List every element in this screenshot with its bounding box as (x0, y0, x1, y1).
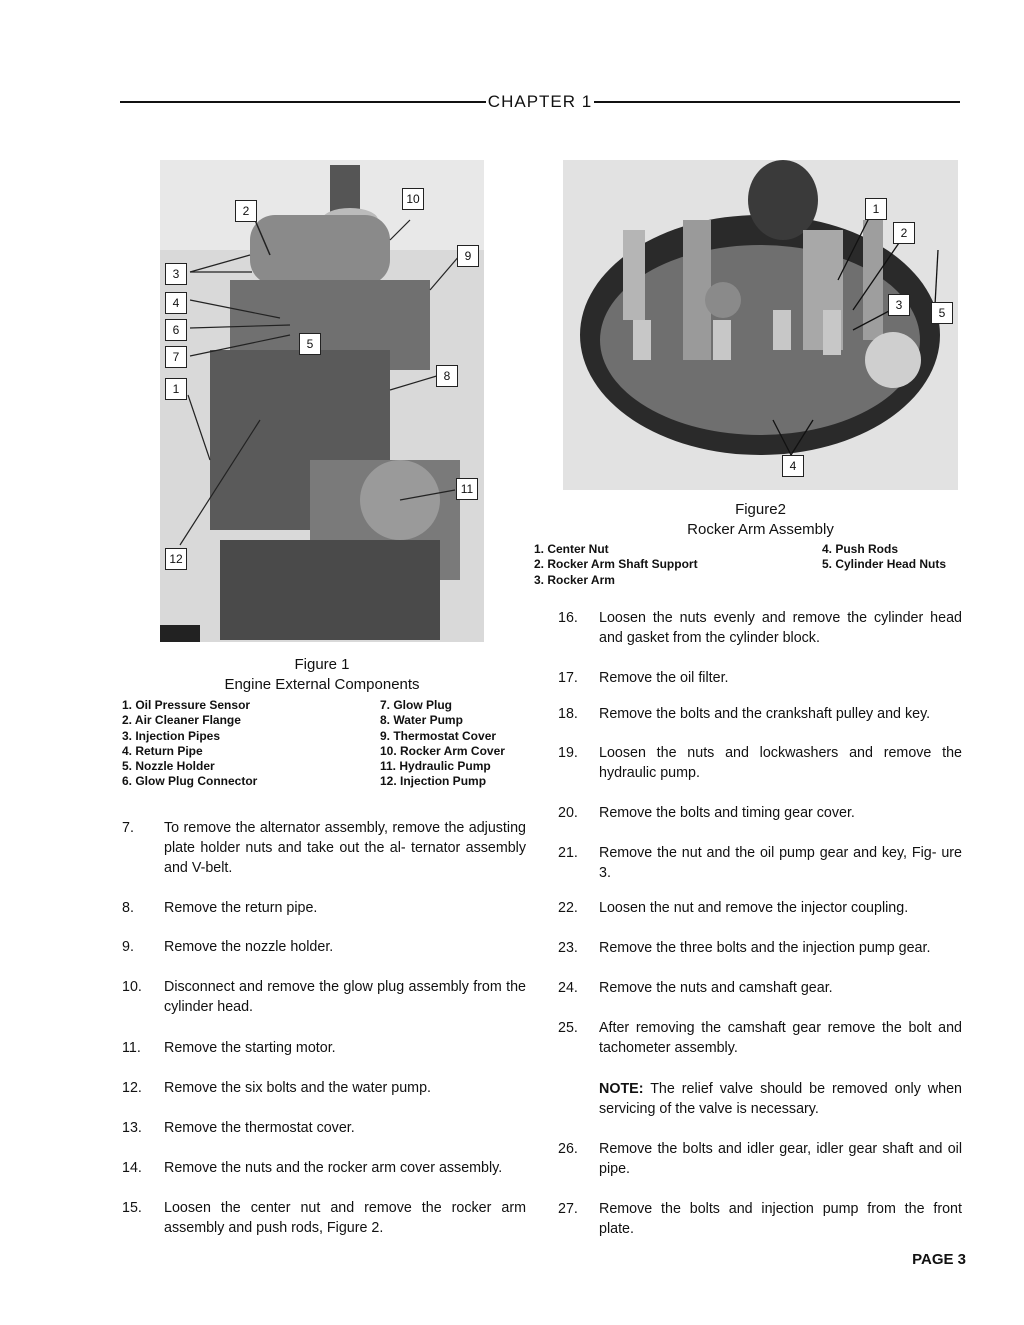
step-text: Remove the three bolts and the injection pump gear. (599, 940, 931, 956)
chapter-header (120, 90, 960, 114)
note-label: NOTE: (599, 1081, 644, 1097)
fig1-callout: 2 (235, 200, 257, 222)
step-text: Disconnect and remove the glow plug assembly from the cylinder head. (164, 979, 526, 1015)
list-item (558, 803, 962, 825)
fig1-callout: 3 (165, 263, 187, 285)
legend-item: 2. Air Cleaner Flange (122, 713, 241, 728)
fig1-callout: 12 (165, 548, 187, 570)
list-item (558, 608, 962, 650)
step-number: 12. (122, 1080, 142, 1096)
step-number: 8. (122, 900, 134, 916)
legend-item: 5. Cylinder Head Nuts (822, 557, 947, 572)
step-number: 11. (122, 1040, 141, 1056)
list-item (122, 937, 526, 959)
list-item (122, 1038, 526, 1060)
step-text: Remove the six bolts and the water pump. (164, 1080, 432, 1096)
list-item (558, 743, 962, 785)
figure2-photo (563, 160, 958, 490)
engine-photo-illustration (160, 160, 484, 642)
list-item (558, 938, 962, 960)
step-number: 20. (558, 805, 578, 821)
figure2-caption (563, 500, 958, 540)
step-text: Remove the thermostat cover. (164, 1120, 355, 1136)
list-item (558, 1018, 962, 1060)
note-text: The relief valve should be removed only when servicing of the valve is necessary. (599, 1081, 962, 1117)
figure1-photo (160, 160, 484, 642)
figure1-legend-right (380, 698, 505, 790)
legend-item: 6. Glow Plug Connector (122, 774, 258, 789)
list-item (122, 1118, 526, 1140)
step-number: 16. (558, 610, 578, 626)
header-rule-left (120, 101, 486, 103)
list-item (558, 1139, 962, 1181)
figure1-caption (160, 655, 484, 695)
fig1-callout: 10 (402, 188, 424, 210)
legend-item: 1. Center Nut (534, 542, 609, 556)
step-text: Remove the starting motor. (164, 1040, 336, 1056)
fig1-callout: 8 (436, 365, 458, 387)
list-item (558, 843, 962, 885)
figure1-title: Figure 1 (294, 656, 350, 673)
legend-item: 9. Thermostat Cover (380, 728, 497, 743)
fig1-callout: 11 (456, 478, 478, 500)
step-number: 22. (558, 900, 578, 916)
step-number: 21. (558, 845, 578, 861)
fig2-callout: 1 (865, 198, 887, 220)
page-number: PAGE 3 (912, 1251, 966, 1268)
step-text: Remove the nuts and camshaft gear. (599, 980, 833, 996)
list-item (558, 704, 962, 726)
step-text: Remove the nut and the oil pump gear and key, Fig- ure 3. (599, 845, 962, 881)
figure2-title: Figure2 (735, 501, 786, 518)
step-text: Loosen the nuts and lockwashers and remove the hydraulic pump. (599, 745, 962, 781)
step-number: 15. (122, 1200, 142, 1216)
figure2-legend-left (534, 542, 698, 588)
legend-item: 12. Injection Pump (380, 774, 487, 789)
step-text: Remove the oil filter. (599, 670, 729, 686)
legend-item: 11. Hydraulic Pump (380, 759, 491, 774)
step-text: Remove the bolts and idler gear, idler gear shaft and oil pipe. (599, 1141, 962, 1177)
list-item (122, 977, 526, 1019)
list-item (122, 898, 526, 920)
step-number: 17. (558, 670, 578, 686)
step-number: 24. (558, 980, 578, 996)
step-number: 9. (122, 939, 134, 955)
step-number: 26. (558, 1141, 578, 1157)
fig2-callout: 4 (782, 455, 804, 477)
step-text: Remove the nuts and the rocker arm cover assembly. (164, 1160, 503, 1176)
figure2-legend-right (822, 542, 946, 573)
figure1-legend-left (122, 698, 257, 790)
step-text: Remove the bolts and timing gear cover. (599, 805, 855, 821)
fig1-callout: 4 (165, 292, 187, 314)
list-item (558, 668, 962, 690)
fig1-callout: 6 (165, 319, 187, 341)
fig2-callout: 5 (931, 302, 953, 324)
legend-item: 8. Water Pump (380, 713, 463, 728)
fig2-callout: 3 (888, 294, 910, 316)
fig2-callout: 2 (893, 222, 915, 244)
legend-item: 2. Rocker Arm Shaft Support (534, 557, 698, 572)
step-text: Remove the bolts and the crankshaft pulley and key. (599, 706, 931, 722)
fig1-callout: 5 (299, 333, 321, 355)
legend-item: 4. Push Rods (822, 542, 899, 556)
step-number: 13. (122, 1120, 142, 1136)
step-number: 19. (558, 745, 578, 761)
step-text: After removing the camshaft gear remove the bolt and tachometer assembly. (599, 1020, 962, 1056)
list-item (122, 1198, 526, 1240)
list-item (122, 1078, 526, 1100)
list-item (558, 898, 962, 920)
step-number: 14. (122, 1160, 142, 1176)
step-number: 18. (558, 706, 578, 722)
list-item (558, 1199, 962, 1241)
step-number: 27. (558, 1201, 578, 1217)
legend-item: 7. Glow Plug (380, 698, 453, 712)
figure1-subtitle: Engine External Components (224, 676, 420, 693)
chapter-title: CHAPTER 1 (487, 92, 593, 111)
legend-item: 3. Rocker Arm (534, 572, 615, 587)
list-item (558, 978, 962, 1000)
step-text: Remove the nozzle holder. (164, 939, 334, 955)
fig1-callout: 1 (165, 378, 187, 400)
step-text: Remove the bolts and injection pump from the front plate. (599, 1201, 962, 1237)
legend-item: 3. Injection Pipes (122, 728, 221, 743)
step-text: Loosen the nut and remove the injector coupling. (599, 900, 909, 916)
step-text: Remove the return pipe. (164, 900, 318, 916)
step-number: 23. (558, 940, 578, 956)
legend-item: 4. Return Pipe (122, 743, 203, 758)
header-rule-right (594, 101, 960, 103)
fig1-callout: 9 (457, 245, 479, 267)
figure2-subtitle: Rocker Arm Assembly (687, 521, 834, 538)
step-text: To remove the alternator assembly, remove the adjusting plate holder nuts and take out the al- ternator assembly and V-belt. (164, 820, 526, 876)
legend-item: 1. Oil Pressure Sensor (122, 698, 251, 712)
list-item (122, 818, 526, 882)
list-item (122, 1158, 526, 1180)
legend-item: 5. Nozzle Holder (122, 759, 215, 774)
step-number: 7. (122, 820, 134, 836)
legend-item: 10. Rocker Arm Cover (380, 743, 505, 758)
step-number: 10. (122, 979, 142, 995)
step-text: Loosen the center nut and remove the rocker arm assembly and push rods, Figure 2. (164, 1200, 526, 1236)
step-text: Loosen the nuts evenly and remove the cylinder head and gasket from the cylinder block. (599, 610, 962, 646)
note (558, 1079, 962, 1121)
rocker-arm-photo-illustration (563, 160, 958, 490)
fig1-callout: 7 (165, 346, 187, 368)
step-number: 25. (558, 1020, 578, 1036)
